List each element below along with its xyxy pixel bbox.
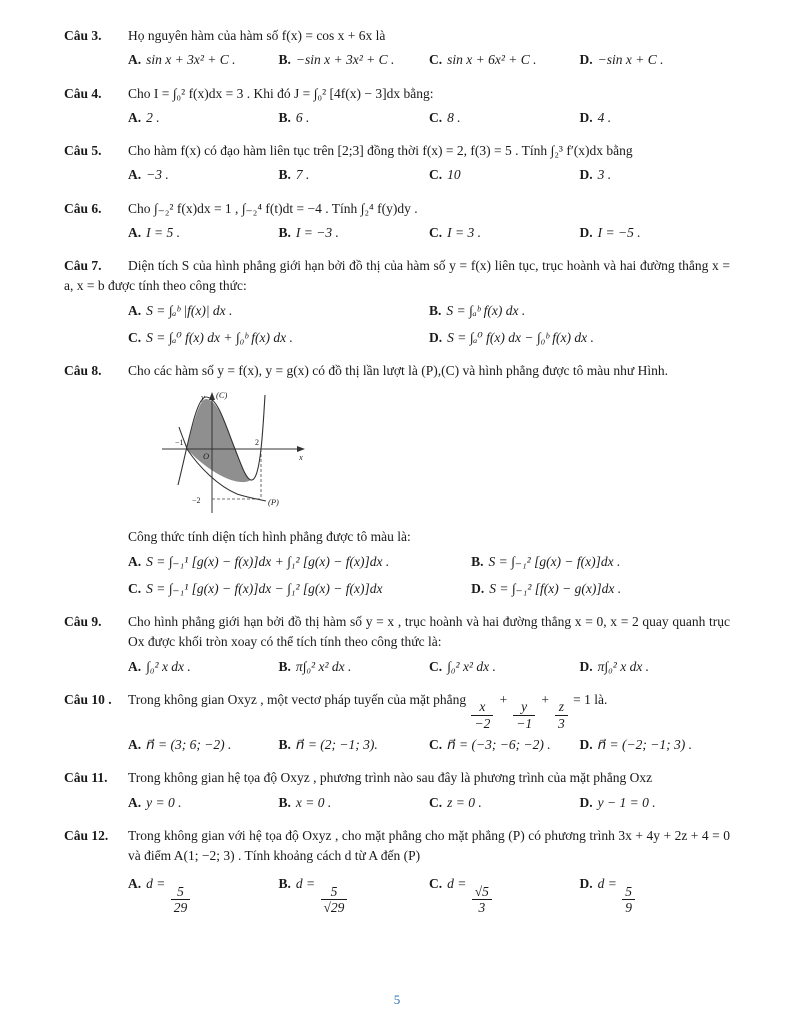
option-b [279, 165, 430, 185]
option-c [128, 328, 429, 348]
option-text: S = ∫ₐ⁰ f(x) dx + ∫₀ᵇ f(x) dx . [146, 329, 293, 345]
fraction-z [555, 699, 568, 731]
option-letter: D. [429, 329, 443, 345]
option-b [471, 552, 730, 572]
x-tick-2-label: 2 [255, 438, 259, 448]
option-text: S = ∫ₐᵇ f(x) dx . [446, 302, 526, 318]
fraction-denominator: 3 [478, 900, 486, 916]
question-stem-text: Trong không gian Oxyz , một vectơ pháp tuyến của mặt phẳng [128, 691, 467, 707]
option-prefix: d = [597, 876, 617, 892]
option-d [580, 793, 731, 813]
question-stem [64, 768, 730, 788]
option-letter: D. [579, 167, 593, 183]
option-d [580, 165, 731, 185]
option-letter: B. [278, 658, 291, 674]
option-text: S = ∫ₐ⁰ f(x) dx − ∫₀ᵇ f(x) dx . [447, 329, 594, 345]
figure-caption: Công thức tính diện tích hình phẳng được tô màu là: [128, 529, 411, 545]
options-grid [128, 301, 730, 349]
fraction-y [513, 699, 535, 731]
option-letter: D. [579, 794, 593, 810]
option-text: ∫₀² x dx . [146, 658, 191, 674]
option-c [429, 874, 580, 915]
option-b [279, 50, 430, 70]
question-stem-text: Diện tích S của hình phẳng giới hạn bởi đồ thị của hàm số y = f(x) liên tục, trục hoành và hai đường thẳng x = a, x = b được tính theo công thức: [64, 258, 730, 294]
question-stem-text-after: = 1 là. [573, 691, 608, 707]
question-label: Câu 5. [64, 143, 102, 158]
option-a [128, 793, 279, 813]
options-row [128, 223, 730, 243]
question-stem [64, 361, 730, 381]
option-c [429, 657, 580, 677]
option-a [128, 874, 279, 915]
option-text: y − 1 = 0 . [597, 794, 656, 810]
option-text: 2 . [146, 109, 160, 125]
fraction-x [471, 699, 493, 731]
option-letter: D. [579, 109, 593, 125]
option-text: 6 . [295, 109, 310, 125]
option-d [580, 223, 731, 243]
question-cau-8 [64, 361, 730, 599]
option-text: π∫₀² x² dx . [295, 658, 352, 674]
fraction-denominator: 9 [625, 900, 632, 916]
option-text: I = −3 . [295, 224, 339, 240]
fraction-denominator: √29 [323, 900, 345, 916]
option-text: n⃗ = (2; −1; 3). [295, 737, 378, 753]
option-b [279, 108, 430, 128]
option-text: I = 3 . [447, 224, 481, 240]
option-b [279, 793, 430, 813]
option-letter: D. [579, 224, 593, 240]
option-prefix: d = [447, 876, 467, 892]
page-number: 5 [393, 992, 401, 1007]
curve-p-label: (P) [268, 497, 279, 508]
fraction-denominator: 3 [557, 715, 565, 731]
y-axis-arrow [209, 392, 215, 400]
question-stem [64, 141, 730, 161]
fraction [171, 884, 191, 916]
option-text: I = −5 . [597, 224, 641, 240]
option-text: z = 0 . [447, 794, 482, 810]
option-text: −sin x + C . [597, 52, 664, 68]
option-text: S = ∫₋₁¹ [g(x) − f(x)]dx + ∫₁² [g(x) − f(x)]dx . [146, 553, 390, 569]
curve-c-label: (C) [216, 390, 228, 401]
fraction-denominator: 29 [173, 900, 188, 916]
option-prefix: d = [295, 876, 316, 892]
option-letter: A. [128, 302, 142, 318]
question-stem-text: Cho hình phẳng giới hạn bởi đồ thị hàm số y = x , trục hoành và hai đường thẳng x = 0, x = 2 quay quanh trục Ox được khối tròn xoay có thể tích tính theo công thức là: [128, 614, 730, 650]
option-d [580, 108, 731, 128]
option-text: n⃗ = (−2; −1; 3) . [597, 737, 692, 753]
options-row [128, 735, 730, 755]
option-letter: C. [429, 794, 443, 810]
y-axis-label: y [201, 392, 205, 403]
question-stem [64, 26, 730, 46]
option-letter: D. [579, 876, 593, 892]
option-text: ∫₀² x² dx . [447, 658, 496, 674]
question-label: Câu 7. [64, 258, 102, 273]
option-text: n⃗ = (3; 6; −2) . [146, 737, 232, 753]
question-label: Câu 3. [64, 28, 102, 43]
question-stem [64, 256, 730, 297]
options-row [128, 874, 730, 915]
option-a [128, 552, 471, 572]
options-row [128, 108, 730, 128]
options-row [128, 793, 730, 813]
question-cau-3 [64, 26, 730, 71]
options-row [128, 165, 730, 185]
question-cau-11 [64, 768, 730, 813]
option-c [429, 735, 580, 755]
question-stem-text: Cho hàm f(x) có đạo hàm liên tục trên [2;3] đồng thời f(x) = 2, f(3) = 5 . Tính ∫₂³ f′(x)dx bằng [128, 143, 633, 158]
question-stem-text: Cho ∫₋₂² f(x)dx = 1 , ∫₋₂⁴ f(t)dt = −4 . Tính ∫₂⁴ f(y)dy . [128, 200, 418, 216]
question-label: Câu 10 . [64, 691, 112, 707]
option-c [429, 223, 580, 243]
question-stem [64, 199, 730, 219]
option-letter: B. [471, 553, 484, 569]
option-b [429, 301, 730, 321]
option-a [128, 301, 429, 321]
option-letter: A. [128, 794, 142, 810]
question-cau-9 [64, 612, 730, 677]
option-c [429, 165, 580, 185]
origin-label: O [203, 451, 210, 462]
option-letter: A. [128, 109, 142, 125]
option-letter: A. [128, 658, 142, 674]
option-letter: B. [278, 876, 291, 892]
option-letter: A. [128, 52, 142, 68]
fraction-numerator: z [555, 699, 568, 716]
option-letter: C. [429, 52, 443, 68]
y-tick-neg2-label: −2 [192, 496, 201, 506]
option-prefix: d = [146, 876, 166, 892]
option-letter: C. [128, 580, 142, 596]
option-text: I = 5 . [146, 224, 180, 240]
question-stem [64, 690, 730, 731]
option-text: 4 . [597, 109, 612, 125]
question-label: Câu 11. [64, 770, 108, 786]
fraction-denominator: −2 [474, 715, 491, 731]
question-cau-5 [64, 141, 730, 186]
fraction [321, 884, 348, 916]
option-letter: A. [128, 876, 142, 892]
option-a [128, 735, 279, 755]
option-a [128, 108, 279, 128]
fraction-numerator: √5 [472, 884, 492, 901]
option-text: S = ∫ₐᵇ |f(x)| dx . [146, 302, 233, 318]
x-tick-neg1-label: −1 [175, 438, 184, 448]
plus-sign: + [498, 691, 508, 707]
option-letter: C. [128, 329, 142, 345]
option-letter: C. [429, 876, 443, 892]
option-b [279, 657, 430, 677]
option-letter: A. [128, 737, 142, 753]
option-b [279, 874, 430, 915]
question-stem [64, 826, 730, 867]
option-letter: D. [471, 580, 485, 596]
option-text: n⃗ = (−3; −6; −2) . [447, 737, 551, 753]
fraction-numerator: 5 [622, 884, 635, 901]
option-letter: B. [278, 737, 291, 753]
option-text: sin x + 6x² + C . [447, 52, 537, 68]
fraction [622, 884, 635, 916]
option-text: 8 . [447, 109, 461, 125]
option-text: 7 . [295, 167, 310, 183]
question-cau-4 [64, 84, 730, 129]
question-stem-text: Cho I = ∫₀² f(x)dx = 3 . Khi đó J = ∫₀² [4f(x) − 3]dx bằng: [128, 85, 434, 101]
option-a [128, 223, 279, 243]
plus-sign: + [540, 691, 550, 707]
fraction-numerator: 5 [171, 884, 191, 901]
question-label: Câu 4. [64, 85, 102, 101]
question-stem-text: Trong không gian hệ tọa độ Oxyz , phương trình nào sau đây là phương trình của mặt phẳng Oxz [128, 770, 653, 786]
question-stem-text: Cho các hàm số y = f(x), y = g(x) có đồ thị lần lượt là (P),(C) và hình phẳng được tô màu như Hình. [128, 363, 668, 378]
option-a [128, 50, 279, 70]
question-label: Câu 6. [64, 200, 102, 216]
option-letter: B. [278, 109, 291, 125]
option-text: 3 . [597, 167, 612, 183]
option-letter: B. [429, 302, 442, 318]
option-text: x = 0 . [295, 794, 332, 810]
question-cau-7 [64, 256, 730, 348]
option-c [128, 579, 471, 599]
question-stem-text: Họ nguyên hàm của hàm số f(x) = cos x + 6x là [128, 28, 386, 43]
option-b [279, 735, 430, 755]
fraction [472, 884, 492, 916]
option-b [279, 223, 430, 243]
option-letter: C. [429, 224, 443, 240]
question-stem [64, 84, 730, 104]
option-letter: A. [128, 553, 142, 569]
option-letter: D. [579, 737, 593, 753]
option-letter: C. [429, 658, 443, 674]
option-d [580, 50, 731, 70]
option-d [580, 874, 731, 915]
x-axis-label: x [299, 452, 303, 463]
option-text: S = ∫₋₁¹ [g(x) − f(x)]dx − ∫₁² [g(x) − f(x)]dx [146, 580, 383, 596]
option-text: π∫₀² x dx . [597, 658, 650, 674]
option-d [429, 328, 730, 348]
option-a [128, 165, 279, 185]
option-c [429, 108, 580, 128]
option-text: sin x + 3x² + C . [146, 52, 236, 68]
figure-container [142, 387, 730, 525]
fraction-numerator: x [471, 699, 493, 716]
option-letter: B. [278, 224, 291, 240]
question-label: Câu 12. [64, 827, 109, 843]
option-letter: B. [278, 794, 291, 810]
option-letter: A. [128, 224, 142, 240]
options-row [128, 50, 730, 70]
fraction-numerator: 5 [321, 884, 348, 901]
question-cau-12 [64, 826, 730, 916]
question-label: Câu 9. [64, 614, 102, 629]
option-text: −sin x + 3x² + C . [295, 52, 395, 68]
option-a [128, 657, 279, 677]
question-cau-10 [64, 690, 730, 756]
option-text: S = ∫₋₁² [f(x) − g(x)]dx . [489, 580, 622, 596]
option-d [580, 657, 731, 677]
question-stem-text: Trong không gian với hệ tọa độ Oxyz , cho mặt phẳng cho mặt phẳng (P) có phương trình 3x + 4y + 2z + 4 = 0 và điểm A(1; −2; 3) . Tính khoảng cách d từ A đến (P) [128, 827, 730, 864]
option-text: S = ∫₋₁² [g(x) − f(x)]dx . [488, 553, 621, 569]
area-graph-figure [142, 387, 322, 521]
option-d [580, 735, 731, 755]
option-c [429, 793, 580, 813]
option-letter: A. [128, 167, 142, 183]
option-c [429, 50, 580, 70]
option-letter: C. [429, 737, 443, 753]
fraction-denominator: −1 [516, 715, 533, 731]
option-text: −3 . [146, 167, 169, 183]
options-row [128, 657, 730, 677]
question-cau-6 [64, 199, 730, 244]
option-text: y = 0 . [146, 794, 182, 810]
option-letter: D. [579, 52, 593, 68]
option-letter: B. [278, 167, 291, 183]
question-stem [64, 612, 730, 653]
options-grid [128, 552, 730, 600]
option-text: 10 [447, 167, 461, 183]
fraction-numerator: y [513, 699, 535, 716]
option-letter: C. [429, 167, 443, 183]
option-letter: B. [278, 52, 291, 68]
option-letter: C. [429, 109, 443, 125]
question-label: Câu 8. [64, 363, 102, 378]
option-letter: D. [579, 658, 593, 674]
option-d [471, 579, 730, 599]
